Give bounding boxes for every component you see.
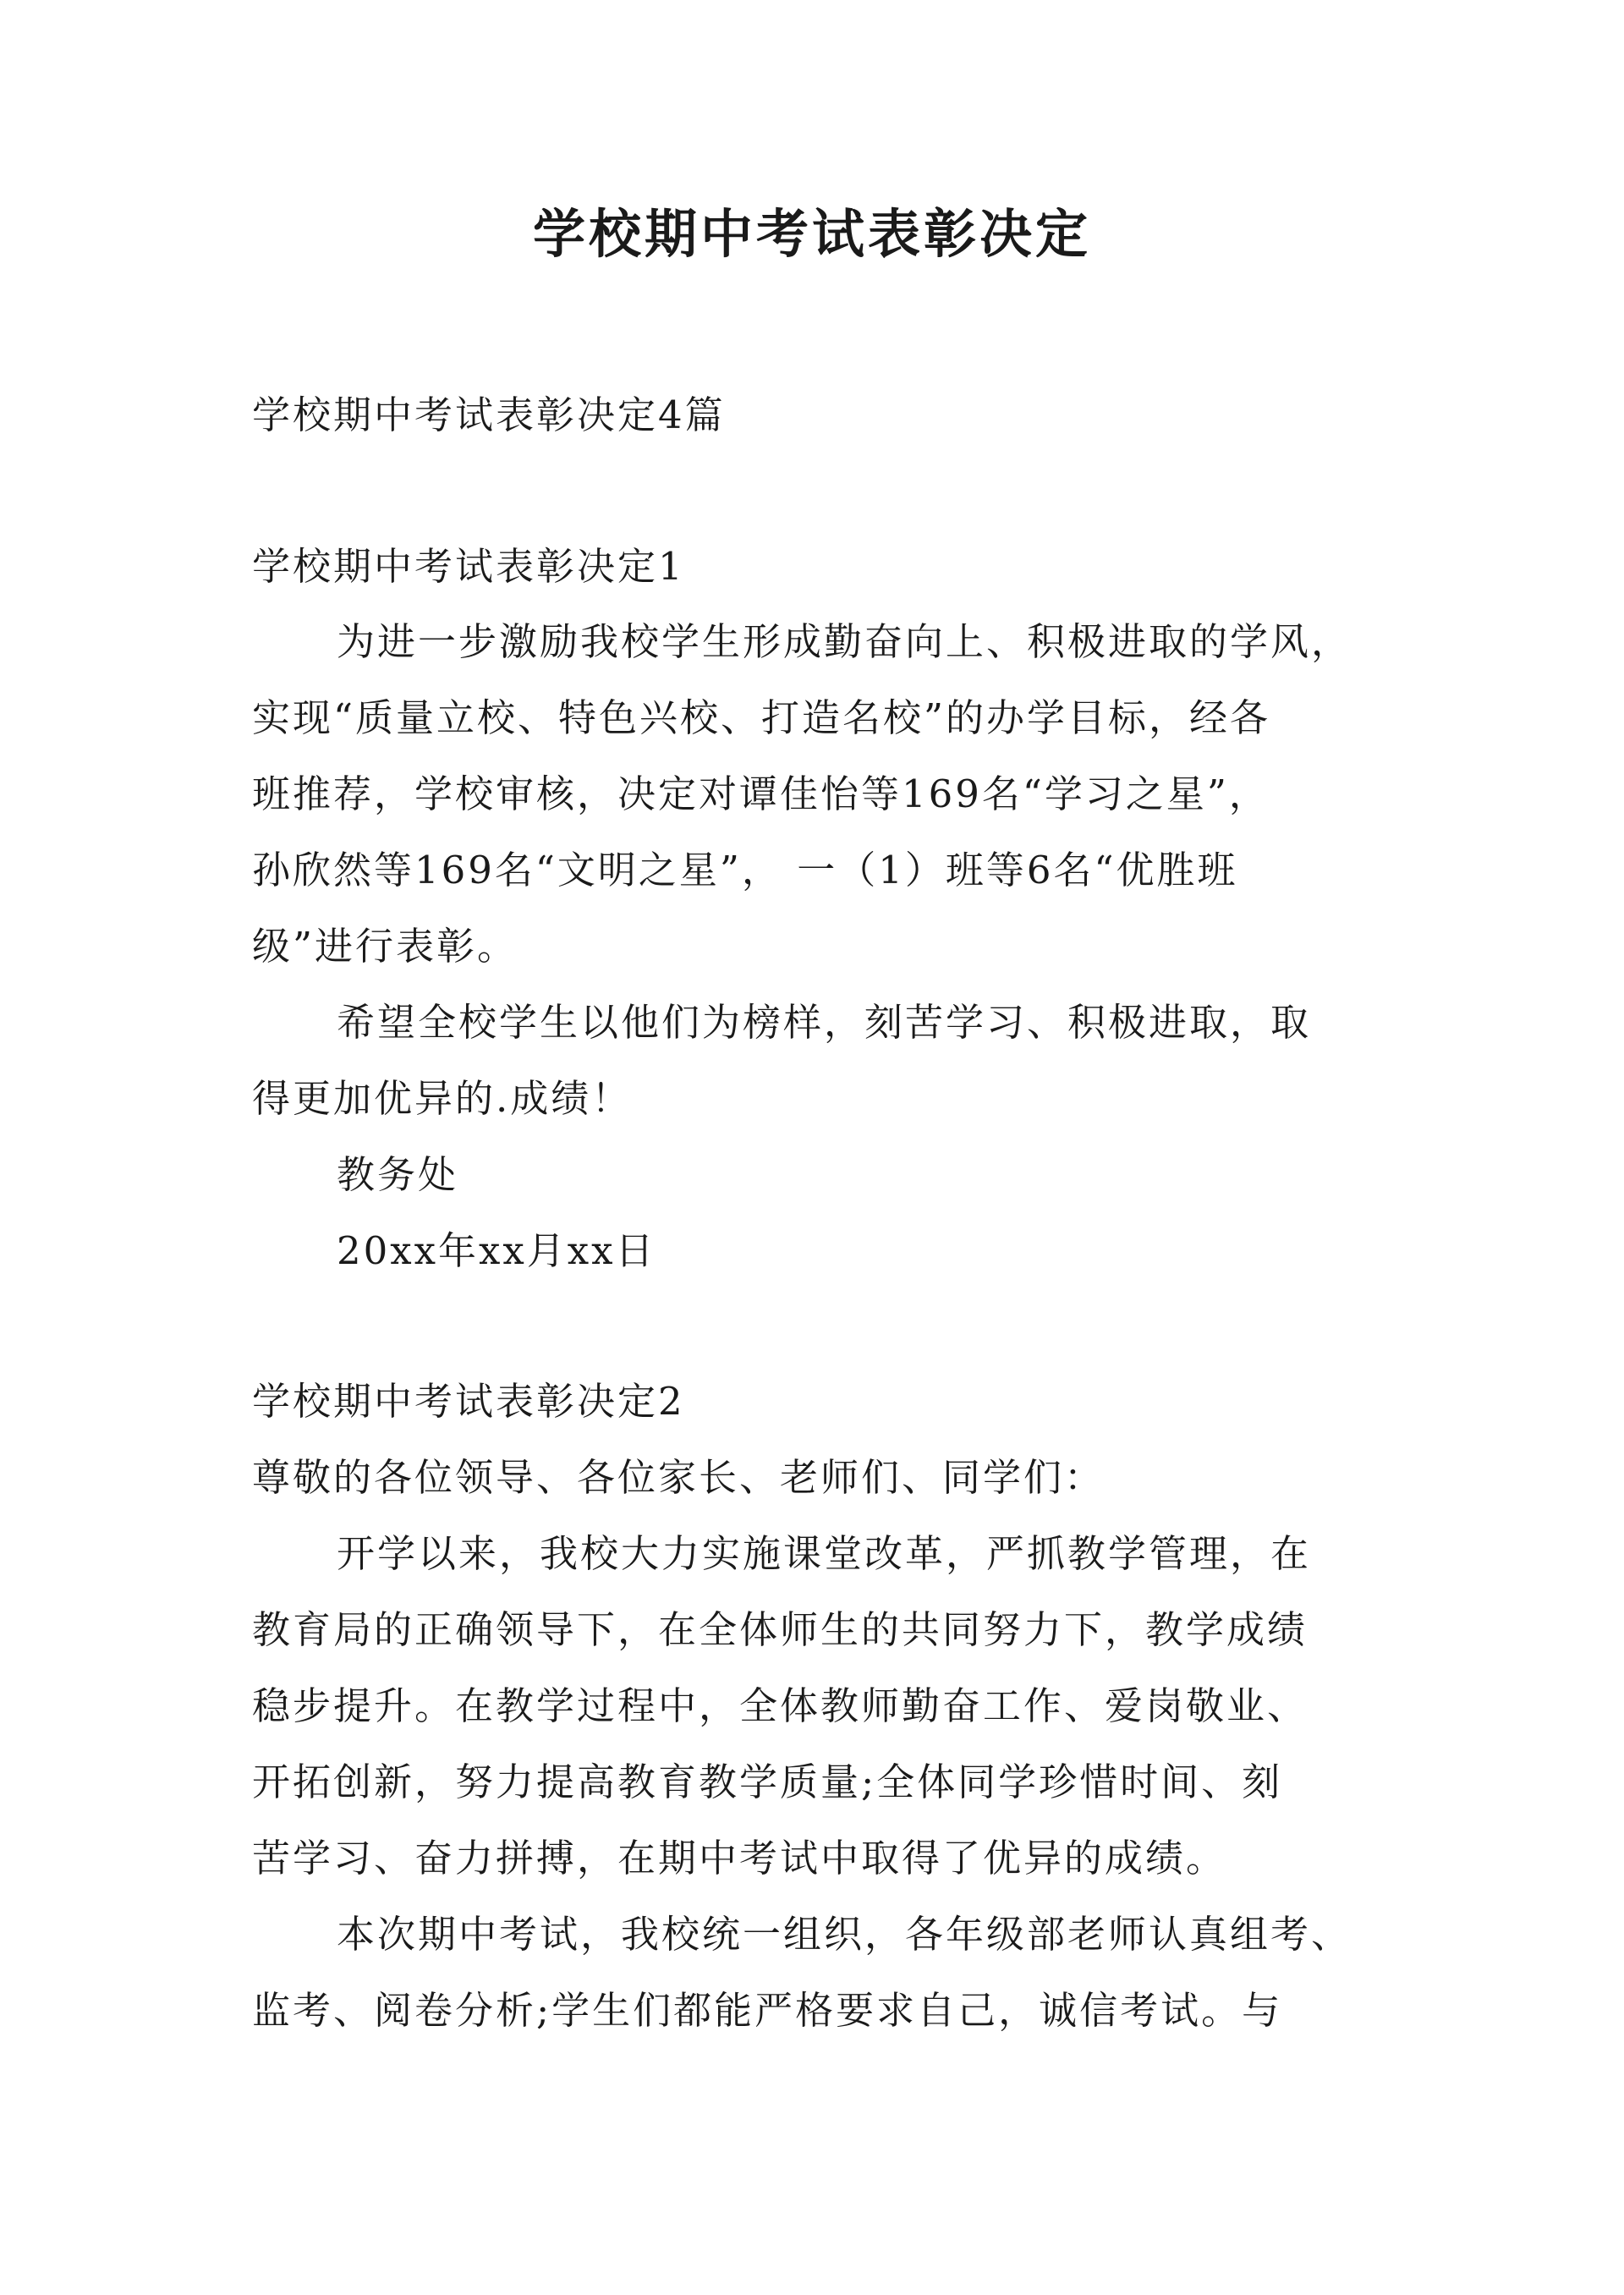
section2-heading: 学校期中考试表彰决定2 — [252, 1379, 685, 1424]
document-title: 学校期中考试表彰决定 — [532, 203, 1091, 265]
document-subtitle: 学校期中考试表彰决定4篇 — [252, 393, 726, 437]
signature-department: 教务处 — [337, 1152, 459, 1197]
paragraph-line: 为进一步激励我校学生形成勤奋向上、积极进取的学风， — [337, 619, 1352, 664]
paragraph-line: 实现“质量立校、特色兴校、打造名校”的办学目标，经各 — [252, 695, 1271, 740]
paragraph-line: 本次期中考试，我校统一组织，各年级部老师认真组考、 — [337, 1912, 1352, 1957]
paragraph-line: 稳步提升。在教学过程中，全体教师勤奋工作、爱岗敬业、 — [252, 1683, 1309, 1728]
paragraph-line: 苦学习、奋力拼搏，在期中考试中取得了优异的成绩。 — [252, 1836, 1227, 1880]
paragraph-line: 得更加优异的.成绩！ — [252, 1076, 633, 1121]
paragraph-line: 监考、阅卷分析;学生们都能严格要求自己，诚信考试。与 — [252, 1988, 1283, 2033]
salutation: 尊敬的各位领导、各位家长、老师们、同学们： — [252, 1455, 1106, 1500]
paragraph-line: 开拓创新，努力提高教育教学质量;全体同学珍惜时间、刻 — [252, 1760, 1283, 1804]
paragraph-line: 级”进行表彰。 — [252, 924, 518, 969]
section1-heading: 学校期中考试表彰决定1 — [252, 544, 685, 589]
paragraph-line: 希望全校学生以他们为榜样，刻苦学习、积极进取，取 — [337, 1000, 1312, 1045]
signature-date: 20xx年xx月xx日 — [337, 1228, 656, 1273]
paragraph-line: 开学以来，我校大力实施课堂改革，严抓教学管理，在 — [337, 1531, 1312, 1576]
paragraph-line: 孙欣然等169名“文明之星”， 一（1）班等6名“优胜班 — [252, 848, 1238, 892]
paragraph-line: 班推荐，学校审核，决定对谭佳怡等169名“学习之星”， — [252, 771, 1270, 816]
paragraph-line: 教育局的正确领导下，在全体师生的共同努力下，教学成绩 — [252, 1607, 1309, 1652]
